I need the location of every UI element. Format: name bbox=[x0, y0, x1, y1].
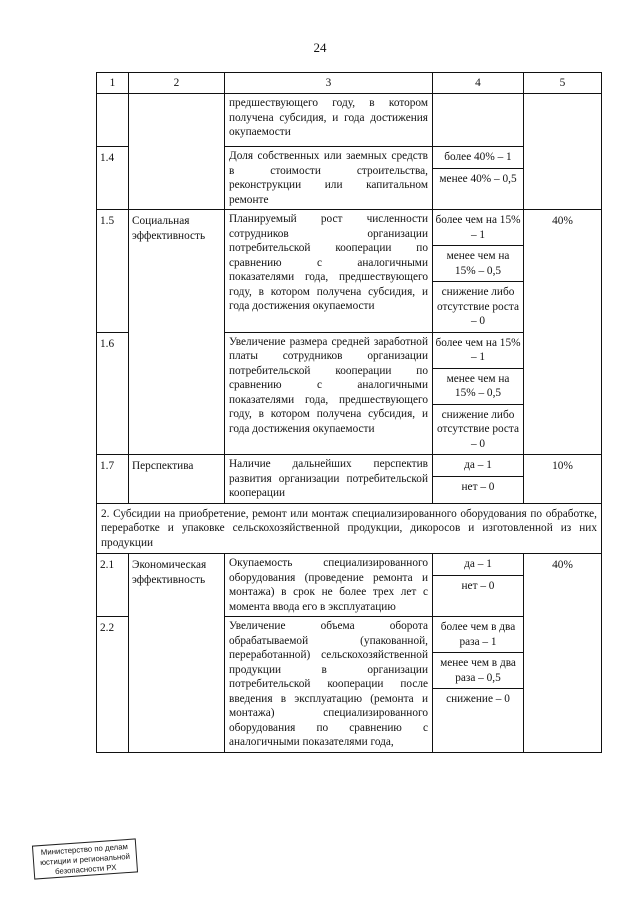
row-number: 1.7 bbox=[97, 455, 129, 504]
score-option: более чем в два раза – 1 bbox=[433, 617, 523, 653]
table-row bbox=[97, 455, 602, 504]
criterion-name: Экономическая эффективность bbox=[129, 554, 225, 753]
score-option: снижение либо отсутствие роста – 0 bbox=[436, 408, 519, 450]
criterion-text: Окупаемость специализированного оборудования (проведение ремонта и монтажа) в срок не более трех лет с момента ввода его в эксплуатацию bbox=[225, 554, 433, 617]
score-option: менее 40% – 0,5 bbox=[439, 172, 517, 185]
score-option: да – 1 bbox=[433, 455, 523, 477]
criterion-name: Перспектива bbox=[129, 455, 225, 504]
table-row bbox=[97, 210, 602, 333]
score-option: менее чем на 15% – 0,5 bbox=[433, 369, 523, 405]
row-number: 2.2 bbox=[97, 617, 129, 753]
header-cell: 4 bbox=[433, 73, 524, 94]
score-option: более чем на 15% – 1 bbox=[433, 333, 523, 369]
weight-value: 10% bbox=[524, 455, 602, 504]
score-option: менее чем в два раза – 0,5 bbox=[433, 653, 523, 689]
score-option: более чем на 15% – 1 bbox=[433, 210, 523, 246]
section-heading: 2. Субсидии на приобретение, ремонт или монтаж специализированного оборудования по обработке, переработке и упаковке сельскохозяйственной продукции, дикоросов и изготовленной из них продукции bbox=[97, 503, 602, 554]
criterion-text: предшествующего году, в котором получена субсидия, и года достижения окупаемости bbox=[225, 94, 433, 147]
row-number: 1.6 bbox=[97, 332, 129, 455]
weight-value: 40% bbox=[524, 210, 602, 455]
criterion-text: Планируемый рост численности сотрудников организации потребительской кооперации по сравнению с аналогичными показателями года, предшествующего году, в котором получена субсидия, и года достижения окупаемости bbox=[225, 210, 433, 333]
score-option: более 40% – 1 bbox=[433, 147, 523, 169]
criterion-name: Социальная эффективность bbox=[129, 210, 225, 455]
header-cell: 1 bbox=[97, 73, 129, 94]
row-number: 2.1 bbox=[97, 554, 129, 617]
criterion-text: Увеличение объема оборота обрабатываемой (упакованной, переработанной) сельскохозяйственной продукции в организации потребительской кооперации после введения в эксплуатацию (ремонта и монтажа) специализированного оборудования по сравнению с аналогичными показателями года, bbox=[225, 617, 433, 753]
score-option: снижение либо отсутствие роста – 0 bbox=[436, 286, 519, 327]
header-cell: 3 bbox=[225, 73, 433, 94]
section-row bbox=[97, 503, 602, 554]
table-header-row bbox=[97, 73, 602, 94]
row-number: 1.4 bbox=[97, 147, 129, 210]
score-option: менее чем на 15% – 0,5 bbox=[433, 246, 523, 282]
score-option: нет – 0 bbox=[461, 480, 495, 493]
criterion-text: Увеличение размера средней заработной платы сотрудников организации потребительской кооперации по сравнению с аналогичными показателями года, предшествующего году, в котором получена субсидия, и года достижения окупаемости bbox=[225, 332, 433, 455]
header-cell: 5 bbox=[524, 73, 602, 94]
criteria-table bbox=[96, 72, 602, 753]
header-cell: 2 bbox=[129, 73, 225, 94]
ministry-stamp: Министерство по делам юстиции и региональной безопасности РХ bbox=[32, 838, 138, 879]
table-row bbox=[97, 554, 602, 617]
weight-value: 40% bbox=[524, 554, 602, 753]
score-option: да – 1 bbox=[433, 554, 523, 576]
score-option: нет – 0 bbox=[461, 579, 495, 592]
criterion-text: Наличие дальнейших перспектив развития организации потребительской кооперации bbox=[225, 455, 433, 504]
table-row bbox=[97, 94, 602, 147]
page-number: 24 bbox=[313, 40, 327, 55]
criterion-text: Доля собственных или заемных средств в стоимости строительства, реконструкции или капитальном ремонте bbox=[225, 147, 433, 210]
row-number: 1.5 bbox=[97, 210, 129, 333]
score-option: снижение – 0 bbox=[446, 693, 510, 705]
